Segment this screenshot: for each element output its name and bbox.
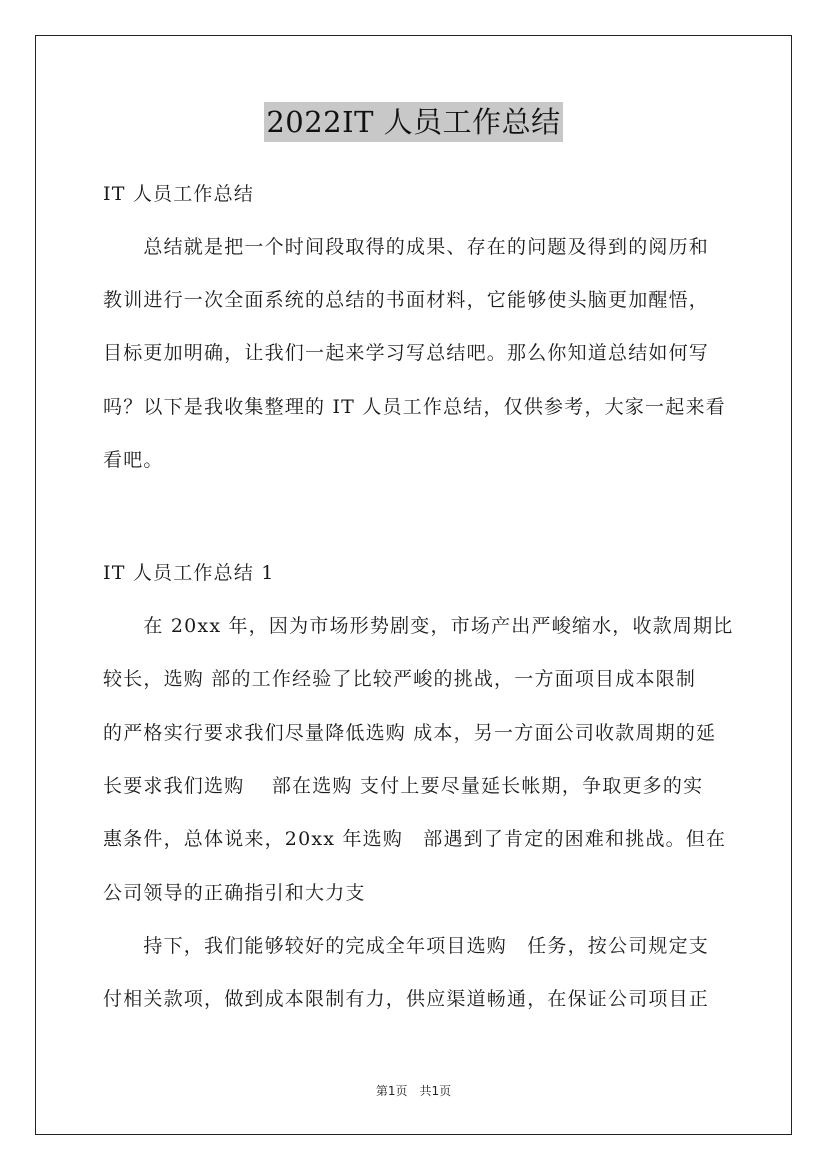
paragraph-line: 看吧。 [103, 449, 164, 471]
paragraph-line: 付相关款项，做到成本限制有力，供应渠道畅通，在保证公司项目正 [103, 988, 710, 1010]
paragraph-line: 总结就是把一个时间段取得的成果、存在的问题及得到的阅历和 [103, 236, 710, 258]
document-title: 2022IT 人员工作总结 [264, 102, 562, 142]
paragraph-line: 惠条件，总体说来，20xx 年选购 部遇到了肯定的困难和挑战。但在 [103, 828, 727, 850]
title-container [0, 102, 827, 142]
paragraph-line: 在 20xx 年，因为市场形势剧变，市场产出严峻缩水，收款周期比 [103, 615, 734, 637]
paragraph-line: 长要求我们选购 部在选购 支付上要尽量延长帐期，争取更多的实 [103, 775, 704, 797]
paragraph-line: 目标更加明确，让我们一起来学习写总结吧。那么你知道总结如何写 [103, 342, 710, 364]
section-heading-1: IT 人员工作总结 1 [103, 562, 275, 584]
paragraph-line: 的严格实行要求我们尽量降低选购 成本，另一方面公司收款周期的延 [103, 722, 717, 744]
paragraph-line: 持下，我们能够较好的完成全年项目选购 任务，按公司规定支 [103, 935, 710, 957]
section-heading-intro: IT 人员工作总结 [103, 183, 255, 205]
paragraph-line: 吗？以下是我收集整理的 IT 人员工作总结，仅供参考，大家一起来看 [103, 396, 726, 418]
page-footer: 第1页 共1页 [375, 1084, 452, 1098]
paragraph-line: 教训进行一次全面系统的总结的书面材料，它能够使头脑更加醒悟， [103, 289, 710, 311]
paragraph-line: 公司领导的正确指引和大力支 [103, 882, 366, 904]
paragraph-line: 较长，选购 部的工作经验了比较严峻的挑战，一方面项目成本限制 [103, 668, 697, 690]
